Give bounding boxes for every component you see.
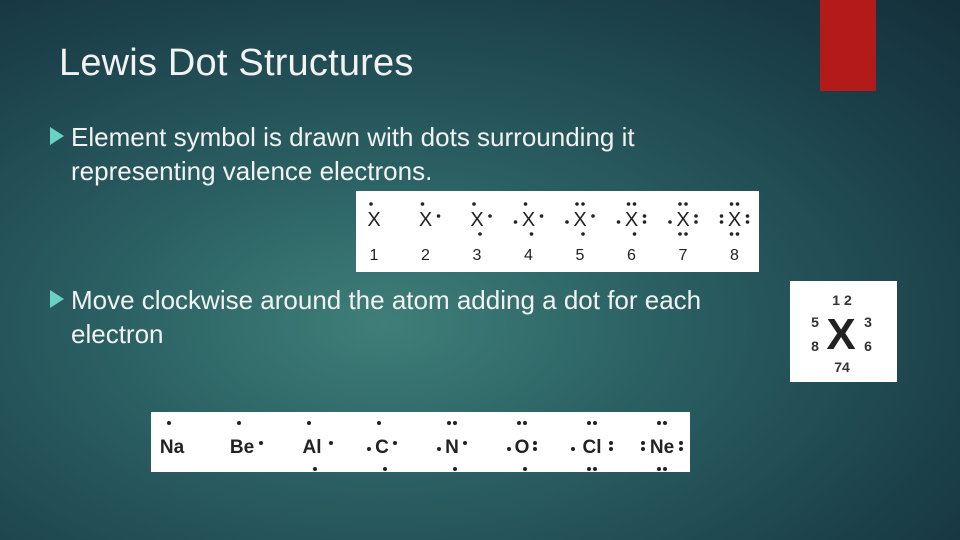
valence-dot <box>633 232 637 236</box>
electron-dot <box>447 421 451 425</box>
valence-number: 3 <box>472 247 482 264</box>
electron-dot <box>587 421 591 425</box>
element-symbol: C <box>375 437 389 458</box>
bullet-line: Move clockwise around the atom adding a dot for each <box>71 285 702 315</box>
valence-dot <box>514 220 518 224</box>
electron-dot <box>609 447 613 451</box>
bullet-arrow-icon <box>50 290 64 308</box>
order-symbol: X <box>826 310 856 359</box>
valence-symbol: X <box>676 209 690 231</box>
valence-number: 7 <box>678 247 688 264</box>
valence-symbol: X <box>573 209 587 231</box>
valence-dot <box>678 232 682 236</box>
valence-symbol: X <box>470 209 484 231</box>
valence-symbol: X <box>521 209 536 231</box>
element-symbol: N <box>445 437 459 458</box>
electron-dot <box>533 441 537 445</box>
valence-dot <box>746 220 750 224</box>
valence-dot <box>720 214 724 218</box>
valence-dot <box>617 220 621 224</box>
valence-dot <box>678 202 682 206</box>
valence-dot <box>720 220 724 224</box>
electron-dot <box>523 421 527 425</box>
electron-dot <box>641 441 645 445</box>
element-symbol: Cl <box>582 437 602 458</box>
valence-dot <box>730 232 734 236</box>
valence-number: 5 <box>575 247 585 264</box>
electron-dot <box>377 421 381 425</box>
electron-dot <box>259 441 263 445</box>
electron-dot <box>593 467 597 471</box>
valence-dot <box>694 220 698 224</box>
order-right-top: 3 <box>864 314 872 330</box>
order-left-top: 5 <box>811 314 819 330</box>
valence-dot <box>581 232 585 236</box>
valence-dot <box>488 214 492 218</box>
valence-number: 6 <box>627 247 636 264</box>
electron-dot <box>533 447 537 451</box>
valence-dot <box>627 202 631 206</box>
electron-dot <box>657 421 661 425</box>
element-symbol: Na <box>159 437 185 458</box>
element-symbol: Ne <box>649 437 675 458</box>
valence-symbol: X <box>418 209 433 231</box>
valence-symbol: X <box>367 209 381 231</box>
valence-dot-table <box>356 191 759 272</box>
valence-dot <box>565 220 569 224</box>
electron-dot <box>313 467 317 471</box>
electron-dot <box>237 421 241 425</box>
valence-symbol: X <box>727 209 742 231</box>
valence-dot <box>472 202 476 206</box>
electron-dot <box>679 441 683 445</box>
order-bottom: 74 <box>834 359 850 375</box>
electron-dot <box>679 447 683 451</box>
valence-dot <box>633 202 637 206</box>
electron-dot <box>663 467 667 471</box>
valence-dot <box>668 220 672 224</box>
electron-dot <box>663 421 667 425</box>
slide-title: Lewis Dot Structures <box>59 42 414 84</box>
valence-dot <box>478 232 482 236</box>
valence-dot <box>684 202 688 206</box>
valence-dot <box>437 214 441 218</box>
electron-dot <box>367 447 371 451</box>
electron-dot <box>571 447 575 451</box>
bullet-line: representing valence electrons. <box>71 156 433 186</box>
bullet-line: Element symbol is drawn with dots surrounding it <box>71 122 635 152</box>
element-symbol: Be <box>229 437 255 458</box>
electron-dot <box>453 467 457 471</box>
order-right-bottom: 6 <box>864 338 872 354</box>
clockwise-order-diagram <box>790 281 897 382</box>
bullet-line: electron <box>71 319 164 349</box>
red-accent-bar <box>820 0 876 91</box>
electron-dot <box>641 447 645 451</box>
valence-dot <box>736 232 740 236</box>
valence-dot <box>643 220 647 224</box>
valence-dot-table-graphic <box>356 191 759 272</box>
clockwise-order-graphic <box>790 281 897 382</box>
valence-dot <box>524 202 528 206</box>
valence-dot <box>540 214 544 218</box>
valence-symbol: X <box>624 209 639 231</box>
valence-dot <box>421 202 425 206</box>
electron-dot <box>393 441 397 445</box>
valence-dot <box>369 202 373 206</box>
valence-dot <box>530 232 534 236</box>
valence-number: 1 <box>369 247 379 264</box>
electron-dot <box>463 441 467 445</box>
valence-dot <box>746 214 750 218</box>
valence-dot <box>694 214 698 218</box>
valence-number: 4 <box>524 247 533 264</box>
order-left-bottom: 8 <box>811 338 819 354</box>
element-examples-strip <box>151 412 690 472</box>
order-top: 1 2 <box>832 292 852 308</box>
bullet-move-clockwise <box>50 283 701 351</box>
valence-number: 8 <box>730 247 739 264</box>
valence-dot <box>591 214 595 218</box>
electron-dot <box>507 447 511 451</box>
electron-dot <box>383 467 387 471</box>
valence-number: 2 <box>421 247 430 264</box>
valence-dot <box>684 232 688 236</box>
electron-dot <box>587 467 591 471</box>
electron-dot <box>307 421 311 425</box>
electron-dot <box>517 421 521 425</box>
electron-dot <box>167 421 171 425</box>
valence-dot <box>581 202 585 206</box>
electron-dot <box>437 447 441 451</box>
electron-dot <box>593 421 597 425</box>
element-examples-graphic <box>151 412 690 472</box>
electron-dot <box>657 467 661 471</box>
electron-dot <box>453 421 457 425</box>
element-symbol: O <box>514 437 530 458</box>
valence-dot <box>643 214 647 218</box>
valence-dot <box>730 202 734 206</box>
bullet-arrow-icon <box>50 127 64 145</box>
valence-dot <box>575 202 579 206</box>
electron-dot <box>523 467 527 471</box>
bullet-element-symbol <box>50 120 635 188</box>
element-symbol: Al <box>302 437 322 458</box>
electron-dot <box>329 441 333 445</box>
electron-dot <box>609 441 613 445</box>
valence-dot <box>736 202 740 206</box>
